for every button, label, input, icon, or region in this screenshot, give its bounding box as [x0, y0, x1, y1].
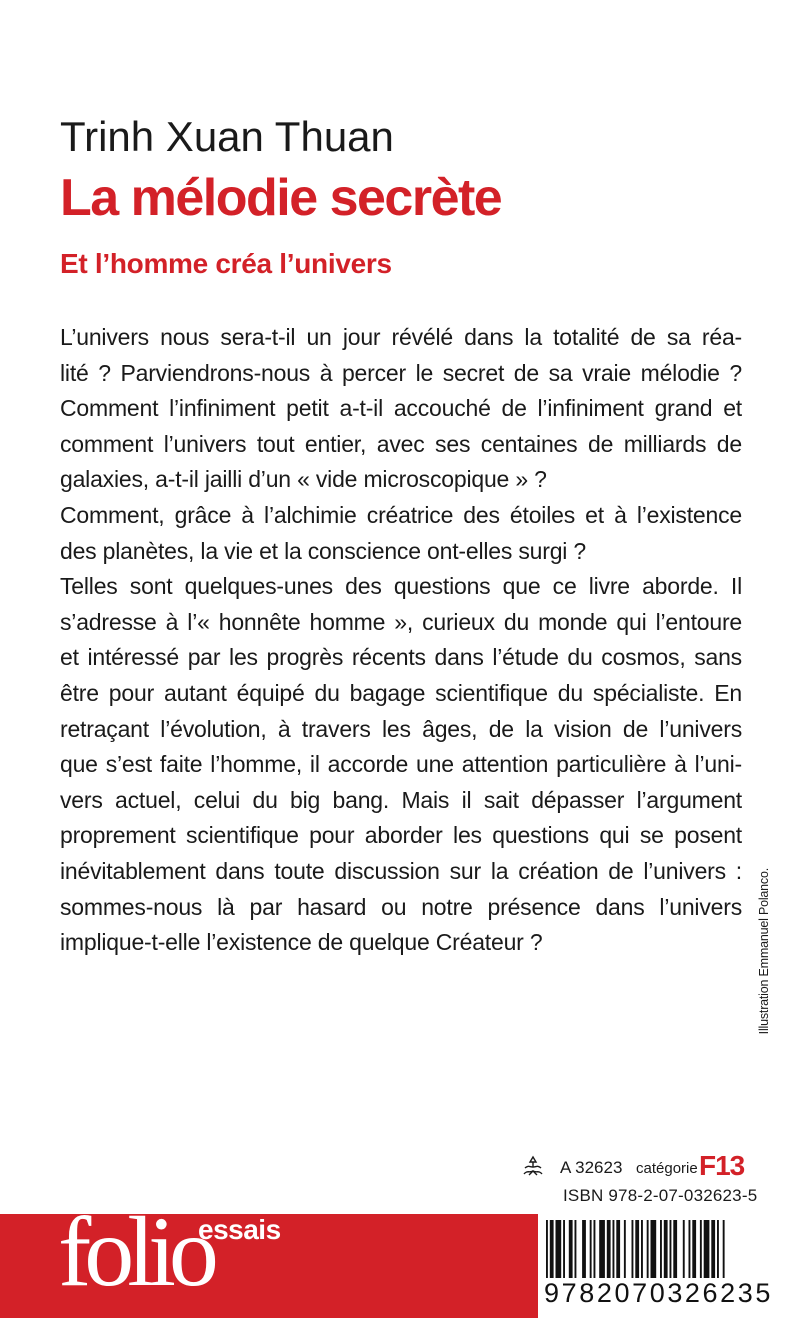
blurb-line: être pour autant équipé du bagage scientifique du spécialiste. En	[60, 679, 742, 706]
blurb-line: proprement scientifique pour aborder les questions qui se posent	[60, 822, 742, 849]
gallimard-emblem-icon	[520, 1154, 546, 1180]
blurb-line: vers actuel, celui du big bang. Mais il sait dépasser l’argument	[60, 786, 742, 813]
blurb-line: Comment, grâce à l’alchimie créatrice des étoiles et à l’existence	[60, 501, 742, 528]
barcode-bars	[546, 1220, 792, 1280]
isbn-text: ISBN 978-2-07-032623-5	[563, 1186, 758, 1205]
barcode-digits: 9782070326235	[544, 1278, 774, 1308]
blurb-line: Comment l’infiniment petit a-t-il accouché de l’infiniment grand et	[60, 395, 742, 422]
blurb-line: et intéressé par les progrès récents dans l’étude du cosmos, sans	[60, 644, 742, 671]
barcode	[538, 1214, 800, 1318]
blurb-line: comment l’univers tout entier, avec ses centaines de milliards de	[60, 430, 742, 457]
folio-logo-word: folio	[58, 1196, 212, 1307]
blurb-line: lité ? Parviendrons-nous à percer le secret de sa vraie mélodie ?	[60, 359, 742, 386]
essais-label: essais	[198, 1214, 281, 1245]
book-title: La mélodie secrète	[60, 169, 502, 227]
illustration-credit: Illustration Emmanuel Polanco.	[757, 868, 771, 1035]
blurb-line: des planètes, la vie et la conscience ont-elles surgi ?	[60, 537, 586, 564]
author-name: Trinh Xuan Thuan	[60, 113, 394, 160]
blurb-line: Telles sont quelques-unes des questions que ce livre aborde. Il	[60, 573, 742, 600]
blurb-line: retraçant l’évolution, à travers les âges, de la vision de l’univers	[60, 715, 742, 742]
catalog-code: A 32623	[560, 1158, 623, 1177]
blurb-text	[60, 320, 742, 961]
book-subtitle: Et l’homme créa l’univers	[60, 248, 392, 279]
blurb-line: inévitablement dans toute discussion sur la création de l’univers :	[60, 857, 742, 884]
category-label: catégorie	[636, 1160, 698, 1177]
blurb-line: s’adresse à l’« honnête homme », curieux du monde qui l’entoure	[60, 608, 742, 635]
blurb-line: implique-t-elle l’existence de quelque Créateur ?	[60, 929, 543, 956]
blurb-line: sommes-nous là par hasard ou notre présence dans l’univers	[60, 893, 742, 920]
publisher-meta	[520, 1150, 745, 1184]
blurb-line: L’univers nous sera-t-il un jour révélé dans la totalité de sa réa-	[60, 324, 742, 350]
blurb-line: galaxies, a-t-il jailli d’un « vide microscopique » ?	[60, 466, 547, 493]
category-code: F13	[699, 1150, 745, 1181]
blurb-line: que s’est faite l’homme, il accorde une attention particulière à l’uni-	[60, 751, 742, 778]
